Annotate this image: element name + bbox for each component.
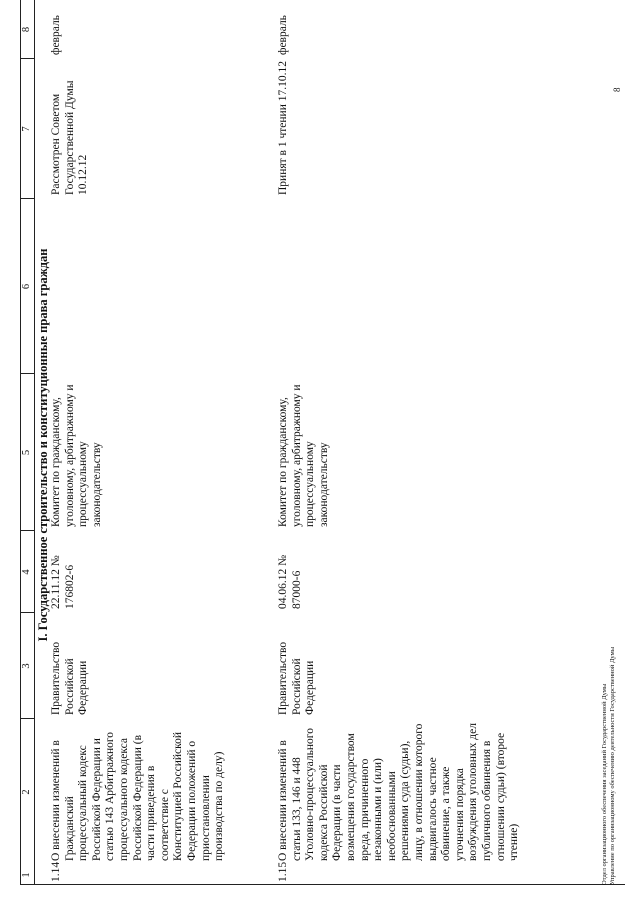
responsible-committee: Комитет по гражданскому, уголовному, арбитражному и процессуальному законодательству	[50, 384, 103, 527]
responsible-committee: Комитет по гражданскому, уголовному, арбитражному и процессуальному законодательству	[277, 384, 330, 527]
planned-month: февраль	[50, 15, 62, 55]
planned-month: февраль	[277, 15, 289, 55]
col-header-8: 8	[21, 26, 32, 33]
col-header-2: 2	[21, 789, 32, 795]
header-separator	[34, 0, 35, 885]
col-header-3: 3	[21, 663, 32, 669]
row-number: 1.15	[277, 861, 289, 882]
legislative-subject: Правительство Российской Федерации	[277, 641, 317, 715]
footer-department: Отдел организационного обеспечения заседаний Государственной Думы	[601, 683, 608, 885]
col-header-7: 7	[21, 126, 32, 132]
col-header-1: 1	[21, 872, 32, 878]
col-header-5: 5	[21, 449, 32, 456]
legislative-subject: Правительство Российской Федерации	[50, 641, 90, 715]
page-number: 8	[612, 87, 622, 92]
bill-title: О внесении изменений в статьи 133, 146 и 448 Уголовно-процессуального кодекса Российской Федерации (в части возмещения государством вреда, причиненного незаконными и (или) необоснованными решениями суда (судьи), лицу, в отношении которого выдвигалось частное обвинение, а также уточнения порядка возбуждения уголовных дел публичного обвинения в отношении судьи) (второе чтение)	[277, 723, 521, 861]
footer-directorate: Управление по организационному обеспечению деятельности Государственной Думы	[609, 646, 616, 885]
bill-date-number: 22.11.12 № 176802-6	[50, 555, 76, 609]
bill-status: Принят в 1 чтении 17.10.12	[277, 61, 289, 195]
bill-date-number: 04.06.12 № 87000-6	[277, 554, 303, 609]
bill-status: Рассмотрен Советом Государственной Думы 10.12.12	[50, 80, 90, 195]
bill-title: О внесении изменений в Гражданский процессуальный кодекс Российской Федерации и статью 143 Арбитражного процессуального кодекса Российской Федерации (в части приведения в соответствие с Конституцией Российской Федерации положений о приостановлении производства по делу)	[50, 731, 226, 861]
table-border-left	[20, 884, 625, 885]
col-header-4: 4	[21, 569, 32, 575]
section-title: I. Государственное строительство и конституционные права граждан	[36, 248, 50, 642]
row-number: 1.14	[50, 861, 62, 882]
col-header-6: 6	[21, 283, 32, 290]
